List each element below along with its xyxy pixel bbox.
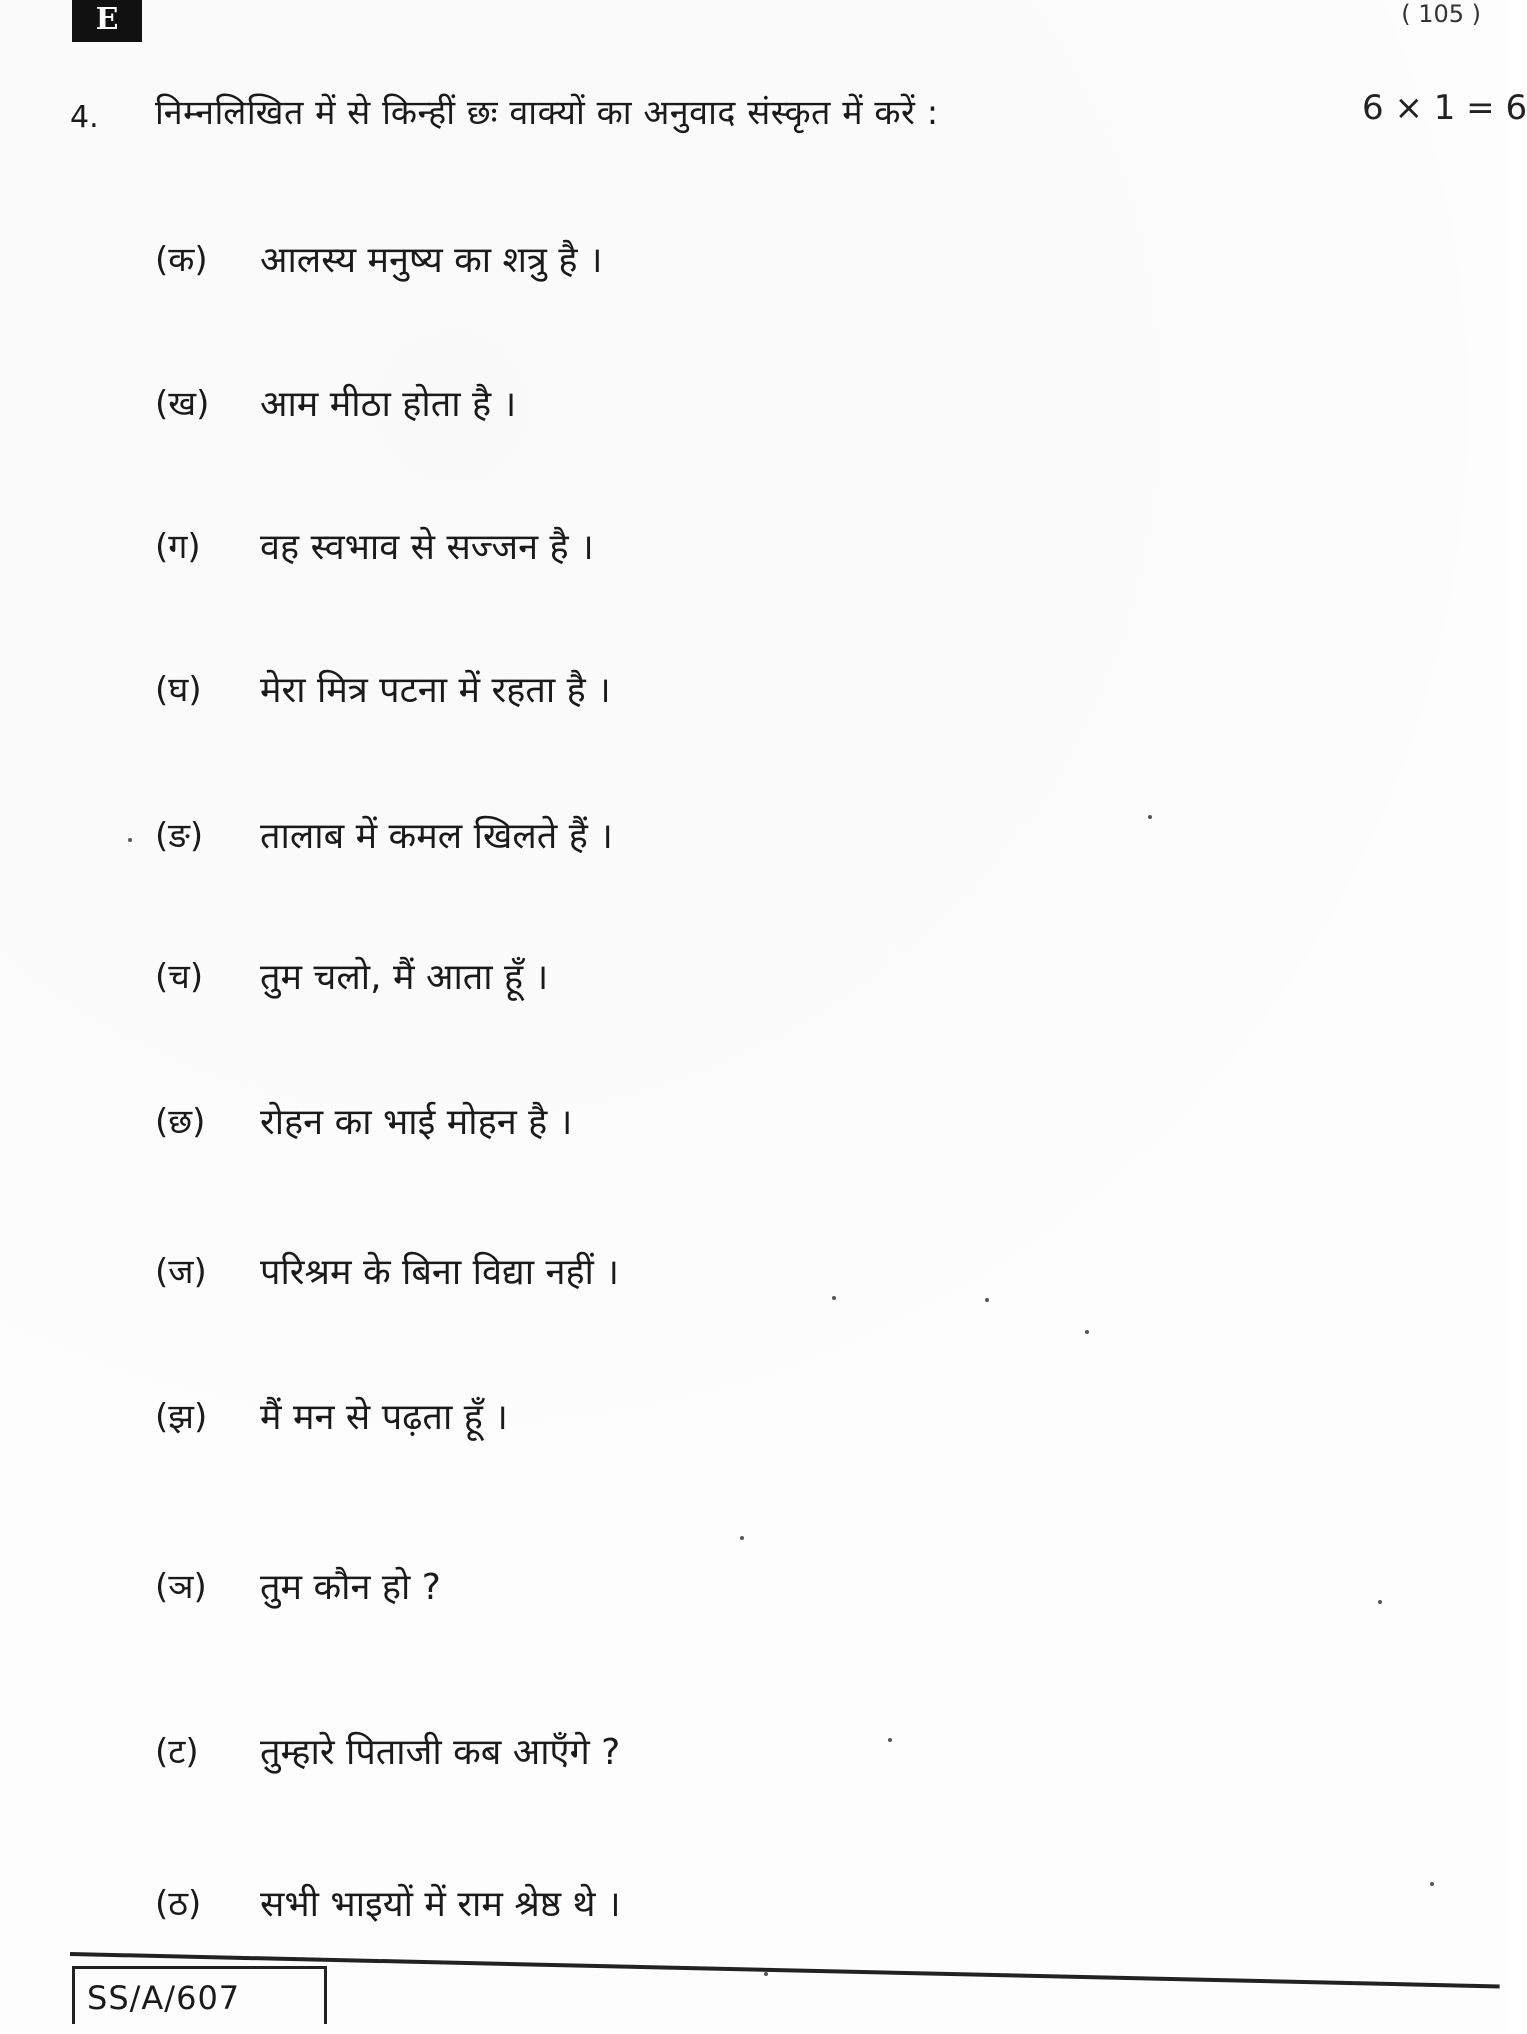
scan-speck	[128, 838, 132, 842]
question-number: 4.	[70, 100, 99, 135]
sentence-label: (छ)	[155, 1102, 206, 1142]
sentence-label: (झ)	[155, 1397, 208, 1437]
sentence-item-gha	[155, 658, 611, 718]
scan-speck	[1085, 1330, 1089, 1334]
sentence-label: (ठ)	[155, 1884, 202, 1924]
paper-code: SS/A/607	[72, 1966, 327, 2024]
set-code-badge: E	[72, 0, 142, 42]
sentence-text: तुम कौन हो ?	[260, 1566, 441, 1608]
sentence-text: आम मीठा होता है ।	[260, 383, 517, 425]
scan-speck	[832, 1296, 836, 1300]
sentence-label: (ट)	[155, 1732, 199, 1772]
scan-speck	[740, 1536, 744, 1540]
sentence-item-ja	[155, 1240, 619, 1300]
sentence-text: मैं मन से पढ़ता हूँ ।	[260, 1396, 508, 1438]
sentence-label: (ङ)	[155, 816, 204, 856]
sentence-text: तुम चलो, मैं आता हूँ ।	[260, 956, 549, 998]
sentence-label: (क)	[155, 240, 208, 280]
scan-speck	[1430, 1882, 1434, 1886]
sentence-label: (घ)	[155, 670, 202, 710]
sentence-item-ga	[155, 515, 594, 575]
question-instruction: निम्नलिखित में से किन्हीं छः वाक्यों का अनुवाद संस्कृत में करें :	[155, 93, 939, 133]
sentence-text: सभी भाइयों में राम श्रेष्ठ थे ।	[260, 1883, 621, 1925]
sentence-text: रोहन का भाई मोहन है ।	[260, 1101, 573, 1143]
question-marks: 6 × 1 = 6	[1362, 88, 1527, 128]
sentence-text: तालाब में कमल खिलते हैं ।	[260, 815, 613, 857]
scan-speck	[764, 1972, 768, 1976]
sentence-item-chha	[155, 1090, 572, 1150]
sentence-item-nya	[155, 1555, 441, 1615]
sentence-item-jha	[155, 1385, 508, 1445]
page-number: ( 105 )	[1401, 0, 1481, 28]
scan-speck	[1148, 815, 1152, 819]
sentence-label: (ख)	[155, 384, 210, 424]
sentence-text: वह स्वभाव से सज्जन है ।	[260, 526, 594, 568]
sentence-label: (ज)	[155, 1252, 207, 1292]
scan-speck	[985, 1298, 989, 1302]
sentence-item-cha	[155, 945, 548, 1005]
sentence-label: (ञ)	[155, 1567, 207, 1607]
sentence-item-tha	[155, 1872, 621, 1932]
scan-speck	[888, 1738, 892, 1742]
sentence-text: परिश्रम के बिना विद्या नहीं ।	[260, 1251, 619, 1293]
sentence-item-ka	[155, 228, 603, 288]
sentence-text: तुम्हारे पिताजी कब आएँगे ?	[260, 1731, 621, 1773]
sentence-label: (च)	[155, 957, 204, 997]
sentence-text: आलस्य मनुष्य का शत्रु है ।	[260, 239, 603, 281]
sentence-item-ta	[155, 1720, 620, 1780]
sentence-item-kha	[155, 372, 516, 432]
scan-speck	[1378, 1600, 1382, 1604]
sentence-text: मेरा मित्र पटना में रहता है ।	[260, 669, 611, 711]
sentence-item-nga	[155, 804, 613, 864]
sentence-label: (ग)	[155, 527, 201, 567]
